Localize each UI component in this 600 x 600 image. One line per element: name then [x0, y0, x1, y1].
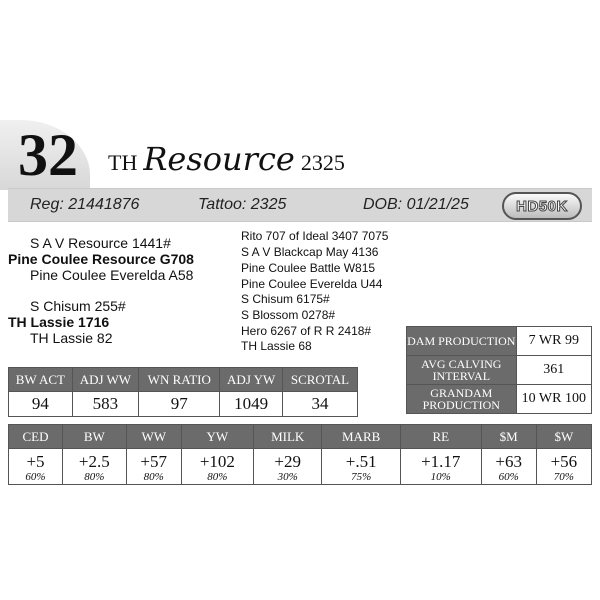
- epd-accuracy: 60%: [498, 470, 519, 483]
- calving-interval-value: 361: [516, 356, 591, 385]
- table-cell: [253, 449, 321, 485]
- pedigree-ancestor: S Chisum 6175#: [241, 292, 330, 306]
- table-cell: [322, 449, 401, 485]
- epd-value: +56: [550, 451, 578, 471]
- grandam-production-value: 10 WR 100: [516, 385, 591, 414]
- pedigree-ancestor: S Blossom 0278#: [241, 308, 336, 322]
- column-header: $M: [481, 425, 536, 449]
- table-cell: [181, 449, 253, 485]
- column-header: WN RATIO: [139, 368, 220, 392]
- table-cell: 1049: [220, 392, 282, 417]
- pedigree-sire-sire: S A V Resource 1441#: [30, 235, 171, 251]
- epd-table: [8, 424, 592, 485]
- epd-accuracy: 30%: [277, 470, 298, 483]
- table-cell: 583: [72, 392, 138, 417]
- epd-accuracy: 80%: [143, 470, 164, 483]
- table-row: [9, 392, 358, 417]
- table-header-row: [9, 368, 358, 392]
- epd-value: +29: [274, 451, 301, 471]
- column-header: RE: [400, 425, 481, 449]
- column-header: MILK: [253, 425, 321, 449]
- column-header: SCROTAL: [282, 368, 357, 392]
- column-header: WW: [126, 425, 181, 449]
- table-row: [407, 385, 592, 414]
- table-cell: [126, 449, 181, 485]
- animal-name: [108, 140, 345, 180]
- table-cell: [62, 449, 126, 485]
- epd-value: +63: [495, 451, 522, 471]
- dam-production-label: DAM PRODUCTION: [407, 327, 517, 356]
- name-suffix: 2325: [300, 150, 345, 175]
- epd-accuracy: 60%: [25, 470, 46, 483]
- pedigree-sire: Pine Coulee Resource G708: [8, 251, 194, 267]
- hd50k-badge: [502, 192, 582, 220]
- pedigree-ancestor: S A V Blackcap May 4136: [241, 245, 379, 259]
- pedigree-sire-dam: Pine Coulee Everelda A58: [30, 267, 194, 283]
- epd-value: +.51: [345, 451, 377, 471]
- column-header: CED: [9, 425, 63, 449]
- pedigree-dam-sire: S Chisum 255#: [30, 298, 126, 314]
- lot-number: 32: [18, 122, 78, 188]
- table-cell: [9, 449, 63, 485]
- column-header: ADJ YW: [220, 368, 282, 392]
- epd-accuracy: 80%: [84, 470, 105, 483]
- table-cell: 34: [282, 392, 357, 417]
- epd-value: +2.5: [78, 451, 110, 471]
- epd-accuracy: 75%: [351, 470, 372, 483]
- dam-production-value: 7 WR 99: [516, 327, 591, 356]
- pedigree-ancestor: Rito 707 of Ideal 3407 7075: [241, 229, 389, 243]
- pedigree-ancestor: Pine Coulee Everelda U44: [241, 277, 383, 291]
- actuals-table: [8, 367, 358, 417]
- table-cell: [481, 449, 536, 485]
- table-header-row: [9, 425, 592, 449]
- epd-accuracy: 80%: [207, 470, 228, 483]
- pedigree-dam-dam: TH Lassie 82: [30, 330, 113, 346]
- column-header: ADJ WW: [72, 368, 138, 392]
- name-prefix: TH: [108, 150, 138, 175]
- pedigree-ancestor: Pine Coulee Battle W815: [241, 261, 376, 275]
- date-of-birth: DOB: 01/21/25: [363, 196, 469, 213]
- epd-value: +102: [199, 451, 235, 471]
- epd-value: +57: [140, 451, 168, 471]
- dam-production-table: [406, 326, 592, 414]
- column-header: YW: [181, 425, 253, 449]
- epd-value: +5: [26, 451, 45, 471]
- registration-number: Reg: 21441876: [30, 196, 140, 213]
- table-row: [407, 356, 592, 385]
- pedigree-ancestor: TH Lassie 68: [241, 339, 312, 353]
- name-main: Resource: [143, 140, 295, 178]
- grandam-production-label: GRANDAM PRODUCTION: [407, 385, 517, 414]
- tattoo: Tattoo: 2325: [198, 196, 287, 213]
- epd-value: +1.17: [421, 451, 461, 471]
- epd-accuracy: 70%: [553, 470, 574, 483]
- table-cell: [536, 449, 591, 485]
- calving-interval-label: AVG CALVING INTERVAL: [407, 356, 517, 385]
- table-cell: 97: [139, 392, 220, 417]
- table-cell: 94: [9, 392, 73, 417]
- column-header: BW: [62, 425, 126, 449]
- pedigree-dam: TH Lassie 1716: [8, 314, 110, 330]
- hd50k-badge-text: HD50K: [516, 197, 568, 215]
- column-header: BW ACT: [9, 368, 73, 392]
- pedigree-ancestor: Hero 6267 of R R 2418#: [241, 324, 372, 338]
- column-header: MARB: [322, 425, 401, 449]
- table-row: [9, 449, 592, 485]
- table-row: [407, 327, 592, 356]
- registration-bar: [8, 188, 592, 222]
- table-cell: [400, 449, 481, 485]
- epd-accuracy: 10%: [430, 470, 451, 483]
- column-header: $W: [536, 425, 591, 449]
